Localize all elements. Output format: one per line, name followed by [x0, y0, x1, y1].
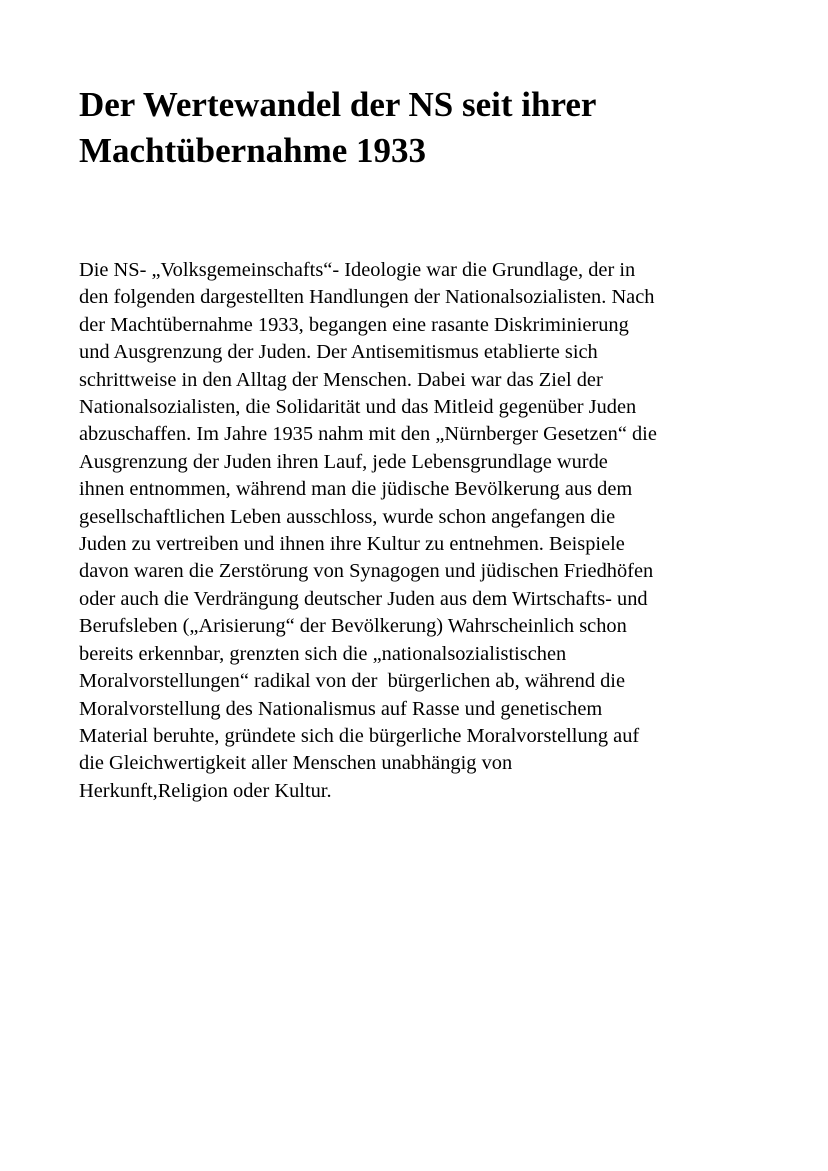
paragraph-line: oder auch die Verdrängung deutscher Juden aus dem Wirtschafts- und: [79, 587, 648, 610]
paragraph-line: bereits erkennbar, grenzten sich die „nationalsozialistischen: [79, 642, 567, 665]
paragraph-line: schrittweise in den Alltag der Menschen. Dabei war das Ziel der: [79, 368, 603, 391]
paragraph-line: abzuschaffen. Im Jahre 1935 nahm mit den „Nürnberger Gesetzen“ die: [79, 423, 657, 446]
paragraph-line: Herkunft,Religion oder Kultur.: [79, 779, 332, 802]
paragraph-line: Berufsleben („Arisierung“ der Bevölkerung) Wahrscheinlich schon: [79, 615, 627, 638]
body-paragraph: [79, 257, 779, 805]
paragraph-line: Moralvorstellungen“ radikal von der bürgerlichen ab, während die: [79, 670, 626, 693]
paragraph-line: Ausgrenzung der Juden ihren Lauf, jede Lebensgrundlage wurde: [79, 450, 608, 473]
paragraph-line: Die NS- „Volksgemeinschafts“- Ideologie war die Grundlage, der in: [79, 259, 636, 281]
paragraph-line: Moralvorstellung des Nationalismus auf Rasse und genetischem: [79, 697, 603, 720]
paragraph-line: die Gleichwertigkeit aller Menschen unabhängig von: [79, 752, 513, 775]
paragraph-line: ihnen entnommen, während man die jüdische Bevölkerung aus dem: [79, 478, 633, 501]
paragraph-line: Nationalsozialisten, die Solidarität und das Mitleid gegenüber Juden: [79, 396, 637, 419]
document-title: [79, 82, 759, 174]
paragraph-line: gesellschaftlichen Leben ausschloss, wurde schon angefangen die: [79, 505, 616, 528]
paragraph-line: Material beruhte, gründete sich die bürgerliche Moralvorstellung auf: [79, 724, 640, 747]
paragraph-line: der Machtübernahme 1933, begangen eine rasante Diskriminierung: [79, 313, 629, 336]
title-line: Der Wertewandel der NS seit ihrer: [79, 85, 597, 124]
paragraph-line: davon waren die Zerstörung von Synagogen und jüdischen Friedhöfen: [79, 560, 654, 583]
paragraph-line: und Ausgrenzung der Juden. Der Antisemitismus etablierte sich: [79, 341, 598, 364]
paragraph-line: Juden zu vertreiben und ihnen ihre Kultur zu entnehmen. Beispiele: [79, 533, 625, 556]
paragraph-line: den folgenden dargestellten Handlungen der Nationalsozialisten. Nach: [79, 286, 655, 309]
title-line: Machtübernahme 1933: [79, 131, 427, 170]
